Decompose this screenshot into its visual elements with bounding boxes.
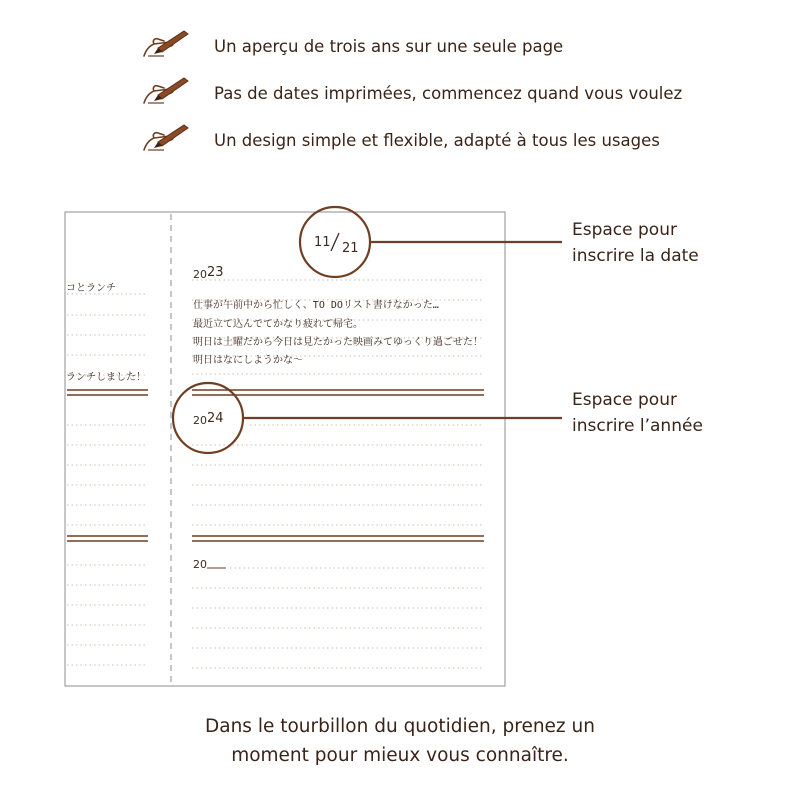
writing-hand-icon xyxy=(140,73,192,107)
date-callout-label xyxy=(572,217,699,269)
left-page-text-2: ランチしました！ xyxy=(66,372,146,383)
caption-line: moment pour mieux vous connaître. xyxy=(231,745,569,766)
diary-line: 仕事が午前中から忙しく、TO DOリスト書けなかった… xyxy=(193,300,439,311)
diary-line: 明日は土曜だから今日は見たかった映画みてゆっくり過ごせた！ xyxy=(193,337,483,348)
date-month: 11 xyxy=(314,235,331,250)
date-day: 21 xyxy=(342,241,359,256)
callout-line: inscrire la date xyxy=(572,246,699,266)
left-page-text-1: コとランチ xyxy=(66,283,116,294)
entry-year-prefix: 20 xyxy=(193,268,207,281)
callout-line: Espace pour xyxy=(572,220,677,240)
entry-year-prefix: 20 xyxy=(193,414,207,427)
diary-line: 最近立て込んでてかなり疲れて帰宅。 xyxy=(193,319,363,330)
caption-line: Dans le tourbillon du quotidien, prenez un xyxy=(205,716,595,737)
writing-hand-icon xyxy=(140,26,192,60)
notebook-diagram xyxy=(0,200,800,700)
notebook-page xyxy=(65,212,505,686)
callout-line: Espace pour xyxy=(572,390,677,410)
feature-text: Un design simple et flexible, adapté à tous les usages xyxy=(214,131,660,150)
writing-hand-icon xyxy=(140,120,192,154)
entry-year-prefix: 20 xyxy=(193,558,207,571)
caption xyxy=(0,712,800,770)
entry-year: 24 xyxy=(207,411,224,426)
feature-text: Pas de dates imprimées, commencez quand vous voulez xyxy=(214,84,683,103)
feature-text: Un aperçu de trois ans sur une seule page xyxy=(214,37,564,56)
diary-line: 明日はなにしようかな〜 xyxy=(193,355,303,366)
entry-year: 23 xyxy=(207,265,224,280)
callout-line: inscrire l’année xyxy=(572,416,703,436)
year-callout-label xyxy=(572,387,703,439)
